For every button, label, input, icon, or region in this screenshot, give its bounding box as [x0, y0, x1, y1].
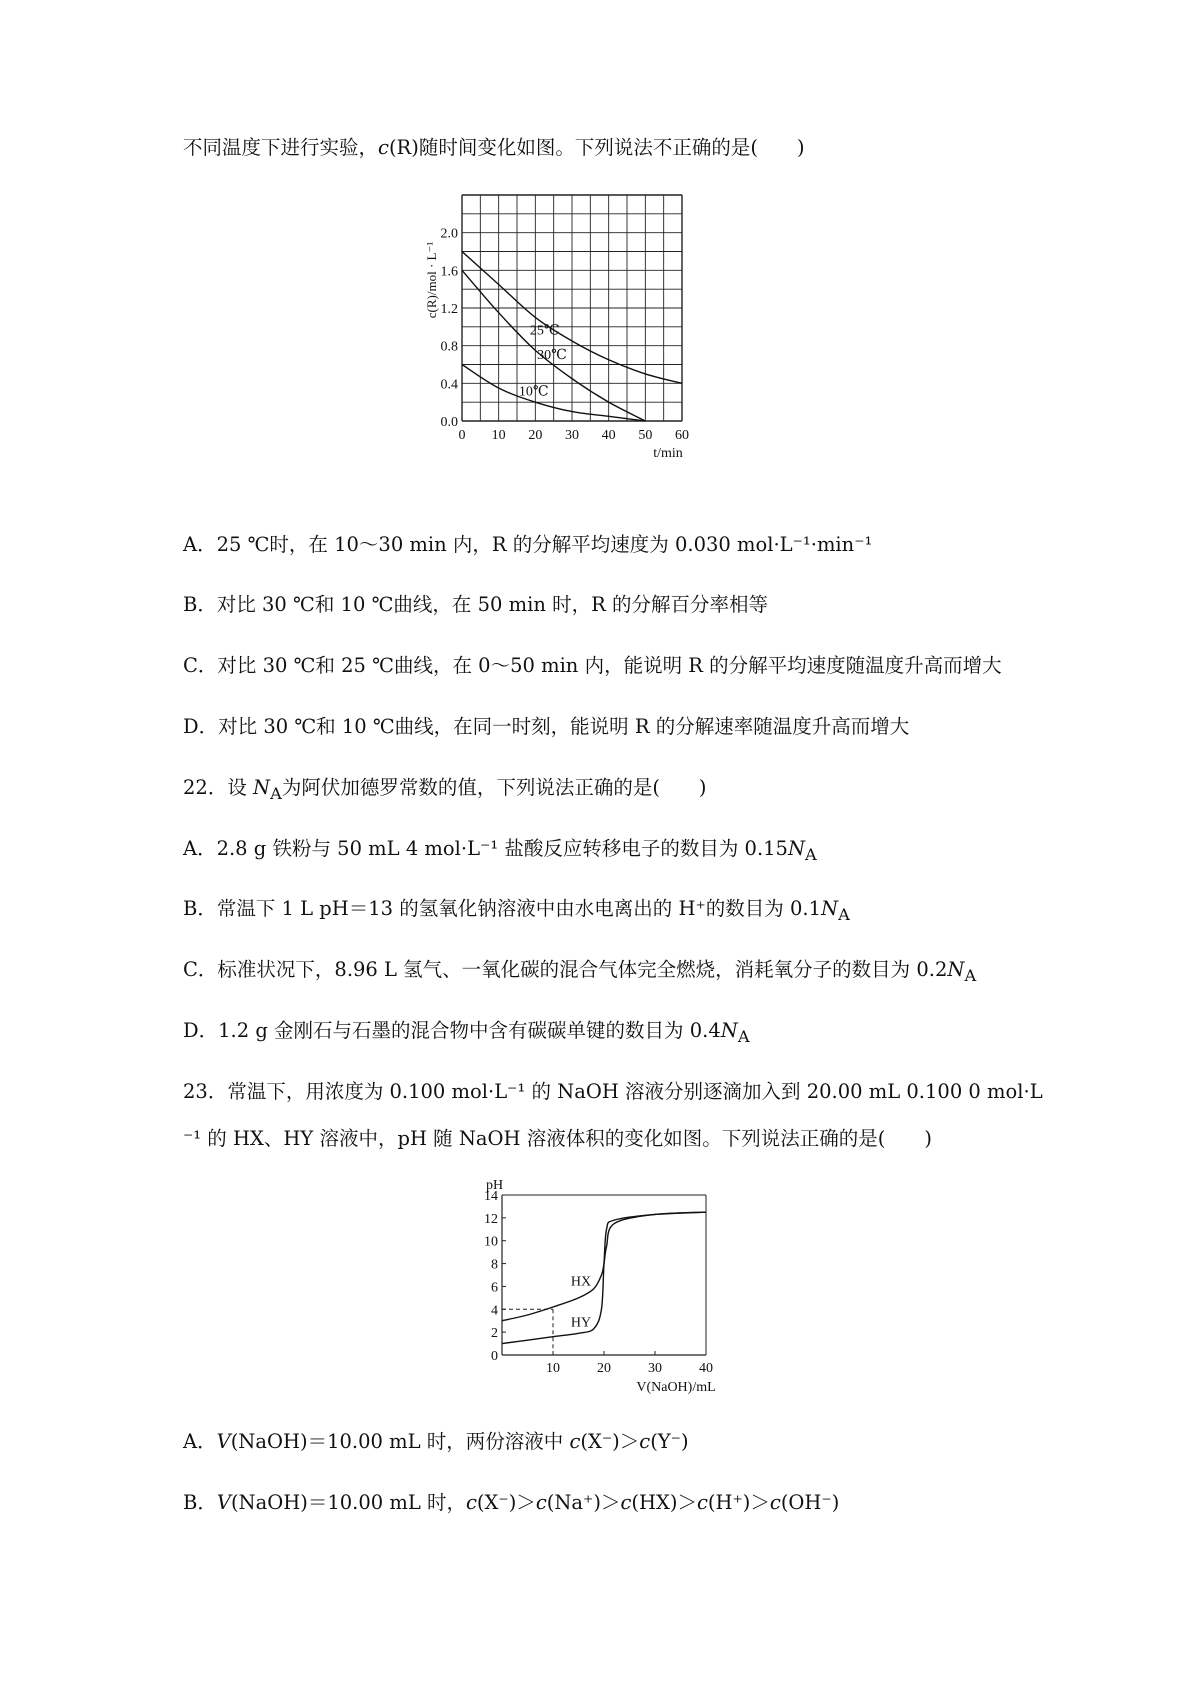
- q21-stem-c: c: [378, 136, 389, 159]
- q23-b-pre: B．: [183, 1491, 217, 1514]
- q23-option-a: [183, 1428, 689, 1456]
- curve-label-30c: 30℃: [537, 347, 567, 363]
- x-tick-label: 10: [491, 428, 506, 443]
- curve-label-hy: HY: [570, 1315, 592, 1331]
- q22-a-sub: A: [805, 844, 817, 864]
- x-tick-label: 60: [675, 428, 689, 443]
- q22-option-d: [183, 1017, 750, 1051]
- y-tick-label: 12: [484, 1211, 498, 1227]
- q22-na: N: [253, 776, 271, 799]
- q22-option-b: [183, 895, 850, 929]
- y-tick-label: 1.6: [440, 264, 458, 280]
- x-tick-label: 40: [699, 1361, 713, 1376]
- q23-a-rel: (X⁻)＞: [580, 1430, 640, 1453]
- curve-label-hx: HX: [570, 1274, 592, 1290]
- y-tick-label: 2: [491, 1326, 498, 1342]
- series-line-hy: [502, 1212, 706, 1343]
- x-tick-label: 30: [565, 428, 579, 443]
- q23-b-c4: c: [696, 1491, 708, 1514]
- chart-cr-vs-time: [424, 190, 770, 495]
- q22-option-c: [183, 956, 976, 990]
- curve-label-10c: 10℃: [518, 384, 549, 400]
- q23-option-b: [183, 1489, 839, 1517]
- q22-d-na: N: [720, 1019, 738, 1042]
- q23-b-3: (HX)＞: [631, 1491, 697, 1514]
- y-tick-label: 8: [491, 1257, 498, 1273]
- q22-na-sub: A: [270, 783, 282, 803]
- y-tick-label: 10: [484, 1234, 498, 1250]
- q22-c-sub: A: [964, 965, 977, 985]
- q23-b-c2: c: [535, 1491, 547, 1514]
- q22-d-text: D．1.2 g 金刚石与石墨的混合物中含有碳碳单键的数目为 0.4: [183, 1019, 721, 1042]
- q22-b-sub: A: [838, 904, 850, 924]
- y-tick-label: 4: [491, 1303, 498, 1319]
- y-tick-label: 0.4: [440, 377, 458, 393]
- y-tick-label: 0: [491, 1349, 498, 1364]
- q23-a-end: (Y⁻): [650, 1430, 689, 1453]
- q22-option-a: [183, 835, 817, 869]
- q22-c-na: N: [947, 958, 965, 981]
- q23-stem-line1: 23．常温下，用浓度为 0.100 mol·L⁻¹ 的 NaOH 溶液分别逐滴加入到 20.00 mL 0.100 0 mol·L: [183, 1080, 1043, 1103]
- q23-a-mid: (NaOH)＝10.00 mL 时，两份溶液中: [230, 1430, 570, 1453]
- q21-option-b: B．对比 30 ℃和 10 ℃曲线，在 50 min 时，R 的分解百分率相等: [183, 593, 768, 616]
- y-axis-label: pH: [486, 1178, 504, 1193]
- x-tick-label: 20: [528, 428, 543, 443]
- q23-b-c5: c: [769, 1491, 781, 1514]
- y-axis-label: c(R)/mol · L⁻¹: [424, 241, 439, 319]
- q21-stem: [183, 134, 805, 162]
- q22-a-na: N: [787, 837, 806, 860]
- q21-stem-b: (R)随时间变化如图。下列说法不正确的是( ): [388, 136, 805, 159]
- q22-a-text: A．2.8 g 铁粉与 50 mL 4 mol·L⁻¹ 盐酸反应转移电子的数目为 0.15: [183, 837, 788, 860]
- y-tick-label: 2.0: [440, 226, 458, 242]
- q23-b-c1: c: [466, 1491, 477, 1514]
- q21-option-a: A．25 ℃时，在 10～30 min 内，R 的分解平均速度为 0.030 mol·L⁻¹·min⁻¹: [183, 533, 873, 556]
- q22-num: 22．设: [183, 776, 254, 799]
- x-tick-label: 10: [546, 1361, 560, 1376]
- x-tick-label: 20: [597, 1361, 611, 1376]
- q23-b-v: V: [216, 1491, 231, 1514]
- x-tick-label: 0: [458, 428, 466, 443]
- y-tick-label: 1.2: [440, 302, 458, 317]
- q23-b-1: (X⁻)＞: [476, 1491, 536, 1514]
- x-tick-label: 30: [648, 1361, 662, 1376]
- q23-a-pre: A．: [183, 1430, 217, 1453]
- curve-label-25c: 25℃: [529, 323, 560, 339]
- chart-ph-titration: [470, 1175, 740, 1395]
- y-tick-label: 0.8: [440, 339, 458, 355]
- q23-a-c1: c: [569, 1430, 581, 1453]
- x-tick-label: 40: [601, 428, 616, 443]
- q22-rest: 为阿伏加德罗常数的值，下列说法正确的是( ): [281, 776, 707, 799]
- q22-b-na: N: [821, 897, 839, 920]
- q21-stem-a: 不同温度下进行实验，: [183, 136, 379, 159]
- q23-a-c2: c: [639, 1430, 651, 1453]
- q23-b-5: (OH⁻): [780, 1491, 840, 1514]
- y-tick-label: 0.0: [440, 415, 458, 430]
- y-tick-label: 6: [491, 1280, 498, 1296]
- q23-stem-line2: ⁻¹ 的 HX、HY 溶液中，pH 随 NaOH 溶液体积的变化如图。下列说法正确的是( ): [183, 1127, 932, 1150]
- q23-b-c3: c: [620, 1491, 632, 1514]
- q21-option-c: C．对比 30 ℃和 25 ℃曲线，在 0～50 min 内，能说明 R 的分解平均速度随温度升高而增大: [183, 654, 1002, 677]
- q23-b-mid: (NaOH)＝10.00 mL 时，: [230, 1491, 466, 1514]
- x-tick-label: 50: [638, 428, 653, 443]
- q22-b-text: B．常温下 1 L pH＝13 的氢氧化钠溶液中由水电离出的 H⁺的数目为 0.1: [183, 897, 821, 920]
- x-axis-label: V(NaOH)/mL: [636, 1380, 716, 1395]
- q23-a-v: V: [216, 1430, 231, 1453]
- q23-b-2: (Na⁺)＞: [546, 1491, 621, 1514]
- q22-c-text: C．标准状况下，8.96 L 氢气、一氧化碳的混合气体完全燃烧，消耗氧分子的数目为 0.2: [183, 958, 948, 981]
- x-axis-label: t/min: [653, 446, 683, 461]
- q22-stem: [183, 774, 707, 808]
- q23-b-4: (H⁺)＞: [707, 1491, 770, 1514]
- q21-option-d: D．对比 30 ℃和 10 ℃曲线，在同一时刻，能说明 R 的分解速率随温度升高而增大: [183, 715, 910, 738]
- y-tick-label: 14: [484, 1189, 498, 1204]
- q22-d-sub: A: [737, 1026, 750, 1046]
